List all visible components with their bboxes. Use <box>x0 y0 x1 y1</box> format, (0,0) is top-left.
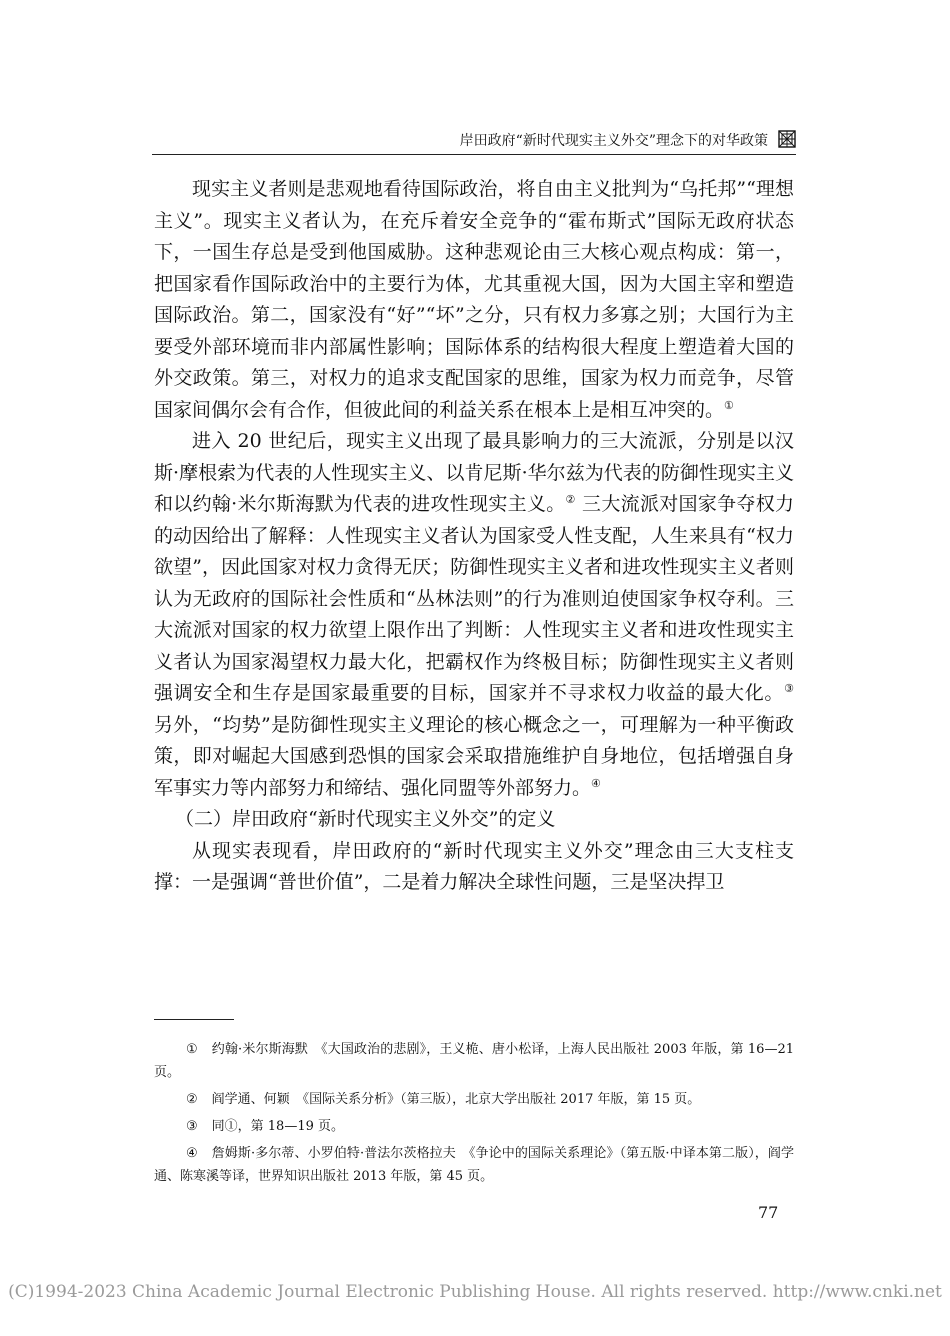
footnote-marker: ③ <box>186 1119 198 1134</box>
footnote <box>154 1038 794 1084</box>
paragraph: 现实主义者则是悲观地看待国际政治，将自由主义批判为“乌托邦”“理想主义”。现实主义者认为，在充斥着安全竞争的“霍布斯式”国际无政府状态下，一国生存总是受到他国威胁。这种悲观论由三大核心观点构成：第一，把国家看作国际政治中的主要行为体，尤其重视大国，因为大国主宰和塑造国际政治。第二，国家没有“好”“坏”之分，只有权力多寡之别；大国行为主要受外部环境而非内部属性影响；国际体系的结构很大程度上塑造着大国的外交政策。第三，对权力的追求支配国家的思维，国家为权力而竞争，尽管国家间偶尔会有合作，但彼此间的利益关系在根本上是相互冲突的。① <box>154 178 794 421</box>
ornament-icon <box>778 130 796 148</box>
footnote <box>154 1088 794 1111</box>
footnote <box>154 1142 794 1188</box>
page-number: 77 <box>758 1203 779 1222</box>
footnote-divider <box>154 1019 234 1020</box>
footnote-text: 詹姆斯·多尔蒂、小罗伯特·普法尔茨格拉夫 《争论中的国际关系理论》（第五版·中译本第二版），阎学通、陈寒溪等译，世界知识出版社 2013 年版，第 45 页。 <box>154 1146 794 1184</box>
paragraph: 从现实表现看，岸田政府的“新时代现实主义外交”理念由三大支柱支撑：一是强调“普世价值”，二是着力解决全球性问题，三是坚决捍卫 <box>154 839 794 893</box>
footnote-marker: ② <box>186 1092 198 1107</box>
footnote-ref[interactable]: ④ <box>591 776 601 790</box>
footnote-marker: ④ <box>186 1146 198 1161</box>
footnote-text: 约翰·米尔斯海默 《大国政治的悲剧》，王义桅、唐小松译，上海人民出版社 2003 年版，第 16—21 页。 <box>154 1042 794 1080</box>
footnote-text: 同①，第 18—19 页。 <box>211 1119 345 1134</box>
copyright-watermark: (C)1994-2023 China Academic Journal Electronic Publishing House. All rights reserved. http://www.cnki.net <box>8 1282 942 1302</box>
footnotes <box>154 1038 794 1192</box>
footnote <box>154 1115 794 1138</box>
running-header <box>152 128 796 155</box>
footnote-ref[interactable]: ① <box>724 398 734 412</box>
footnote-ref[interactable]: ② <box>565 493 576 506</box>
footnote-ref[interactable]: ③ <box>784 682 794 695</box>
article-body <box>154 174 794 899</box>
footnote-text: 阎学通、何颖 《国际关系分析》（第三版），北京大学出版社 2017 年版，第 15 页。 <box>211 1092 701 1107</box>
footnote-marker: ① <box>186 1042 198 1057</box>
section-heading: （二）岸田政府“新时代现实主义外交”的定义 <box>175 808 556 830</box>
paragraph: 进入 20 世纪后，现实主义出现了最具影响力的三大流派，分别是以汉斯·摩根索为代表的人性现实主义、以肯尼斯·华尔兹为代表的防御性现实主义和以约翰·米尔斯海默为代表的进攻性现实主义。② 三大流派对国家争夺权力的动因给出了解释：人性现实主义者认为国家受人性支配，人生来具有“权力欲望”，因此国家对权力贪得无厌；防御性现实主义者和进攻性现实主义者则认为无政府的国际社会性质和“丛林法则”的行为准则迫使国家争权夺利。三大流派对国家的权力欲望上限作出了判断：人性现实主义者和进攻性现实主义者认为国家渴望权力最大化，把霸权作为终极目标；防御性现实主义者则强调安全和生存是国家最重要的目标，国家并不寻求权力收益的最大化。③ 另外，“均势”是防御性现实主义理论的核心概念之一，可理解为一种平衡政策，即对崛起大国感到恐惧的国家会采取措施维护自身地位，包括增强自身军事实力等内部努力和缔结、强化同盟等外部努力。④ <box>154 430 795 799</box>
running-header-title: 岸田政府“新时代现实主义外交”理念下的对华政策 <box>459 133 768 149</box>
